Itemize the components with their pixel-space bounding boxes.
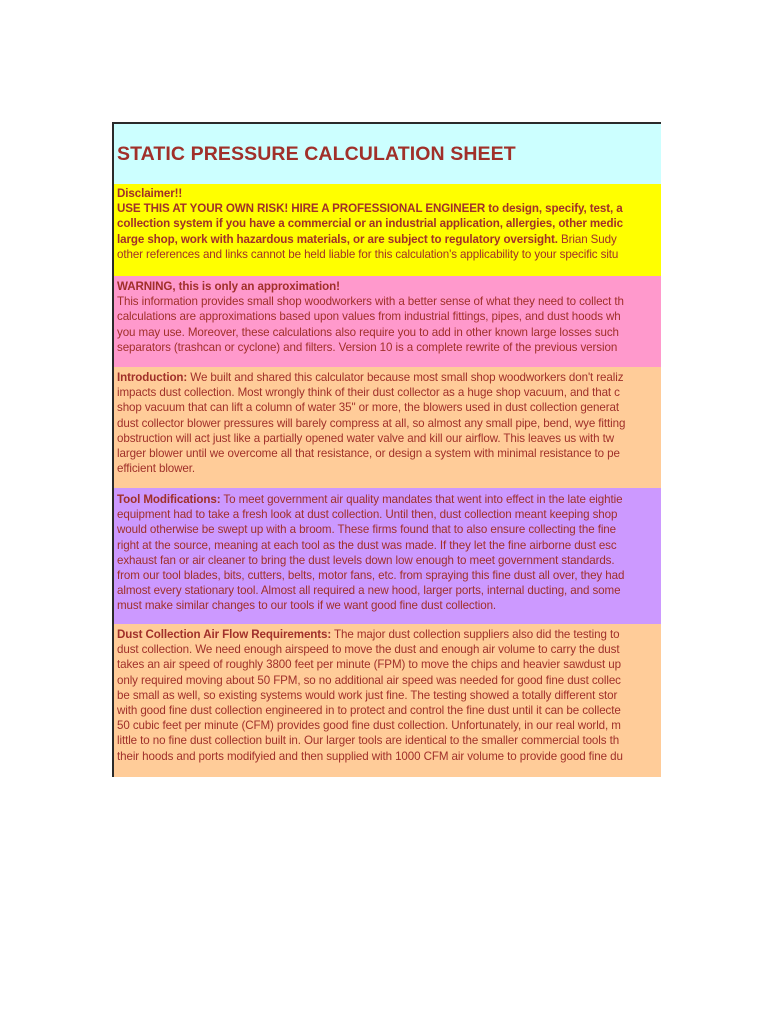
flow-line: takes an air speed of roughly 3800 feet per minute (FPM) to move the chips and heavier sawdust up — [117, 658, 621, 672]
tools-line: from our tool blades, bits, cutters, belts, motor fans, etc. from spraying this fine dust all over, they had — [117, 569, 625, 583]
warning-line: This information provides small shop woodworkers with a better sense of what they need to collect th — [117, 295, 624, 309]
flow-line: only required moving about 50 FPM, so no additional air speed was needed for good fine dust collec — [117, 673, 621, 687]
flow-line: little to no fine dust collection built in. Our larger tools are identical to the smaller commercial tools th — [117, 734, 620, 748]
disclaimer-heading: Disclaimer!! — [117, 187, 183, 200]
sheet-title: STATIC PRESSURE CALCULATION SHEET — [117, 143, 516, 165]
disclaimer-line — [117, 232, 661, 247]
warning-line: calculations are approximations based upon values from industrial fittings, pipes, and dust hoods wh — [117, 310, 621, 324]
flow-heading: Dust Collection Air Flow Requirements: — [117, 628, 332, 641]
intro-heading: Introduction: — [117, 371, 188, 384]
intro-line: shop vacuum that can lift a column of water 35" or more, the blowers used in dust collection generat — [117, 401, 619, 415]
disclaimer-line: USE THIS AT YOUR OWN RISK! HIRE A PROFESSIONAL ENGINEER to design, specify, test, a — [117, 202, 623, 216]
warning-heading: WARNING, this is only an approximation! — [117, 280, 340, 293]
flow-line: dust collection. We need enough airspeed to move the dust and enough air volume to carry the dust — [117, 643, 620, 657]
intro-line: larger blower until we overcome all that resistance, or design a system with minimal resistance to pe — [117, 447, 620, 461]
tools-first-line — [117, 492, 661, 507]
intro-line: impacts dust collection. Most wrongly think of their dust collector as a huge shop vacuum, and that c — [117, 386, 620, 400]
tools-line: would otherwise be swept up with a broom. These firms found that to also ensure collecting the fine — [117, 523, 617, 537]
introduction-section — [114, 367, 661, 488]
intro-line: dust collector blower pressures will barely compress at all, so almost any small pipe, bend, wye fitting — [117, 416, 626, 430]
flow-line: their hoods and ports modifyied and then supplied with 1000 CFM air volume to provide good fine du — [117, 749, 623, 763]
tools-line: equipment had to take a fresh look at dust collection. Until then, dust collection meant keeping shop — [117, 508, 618, 522]
warning-section — [114, 276, 661, 367]
intro-line: efficient blower. — [117, 462, 196, 476]
disclaimer-line: other references and links cannot be held liable for this calculation's applicability to your specific situ — [117, 247, 619, 261]
tool-modifications-section — [114, 488, 661, 624]
warning-line: separators (trashcan or cyclone) and filters. Version 10 is a complete rewrite of the previous version — [117, 340, 618, 354]
tools-line: right at the source, meaning at each tool as the dust was made. If they let the fine airborne dust esc — [117, 538, 617, 552]
flow-text: The major dust collection suppliers also did the testing to — [331, 628, 620, 641]
tools-text: To meet government air quality mandates that went into effect in the late eightie — [220, 493, 623, 506]
disclaimer-section — [114, 184, 661, 276]
flow-line: be small as well, so existing systems would work just fine. The testing showed a totally different stor — [117, 688, 618, 702]
flow-line: 50 cubic feet per minute (CFM) provides good fine dust collection. Unfortunately, in our real world, m — [117, 719, 621, 733]
disclaimer-line: collection system if you have a commercial or an industrial application, allergies, other medic — [117, 217, 623, 231]
tools-line: exhaust fan or air cleaner to bring the dust levels down low enough to meet government standards. — [117, 553, 615, 567]
tools-heading: Tool Modifications: — [117, 493, 221, 506]
disclaimer-bold-text: large shop, work with hazardous materials, or are subject to regulatory oversight. — [117, 232, 558, 246]
flow-first-line — [117, 627, 661, 642]
flow-line: with good fine dust collection engineered in to protect and control the fine dust until it can be collecte — [117, 704, 621, 718]
warning-line: you may use. Moreover, these calculations also require you to add in other known large losses such — [117, 325, 619, 339]
title-section — [114, 124, 661, 184]
intro-first-line — [117, 370, 661, 385]
disclaimer-author-text: Brian Sudy — [557, 232, 617, 246]
tools-line: must make similar changes to our tools if we want good fine dust collection. — [117, 599, 497, 613]
calculation-sheet — [112, 122, 661, 777]
tools-line: almost every stationary tool. Almost all required a new hood, larger ports, internal ducting, and some — [117, 584, 621, 598]
intro-text: We built and shared this calculator because most small shop woodworkers don't realiz — [187, 371, 624, 384]
intro-line: obstruction will act just like a partially opened water valve and kill our airflow. This leaves us with tw — [117, 431, 614, 445]
air-flow-requirements-section — [114, 624, 661, 777]
